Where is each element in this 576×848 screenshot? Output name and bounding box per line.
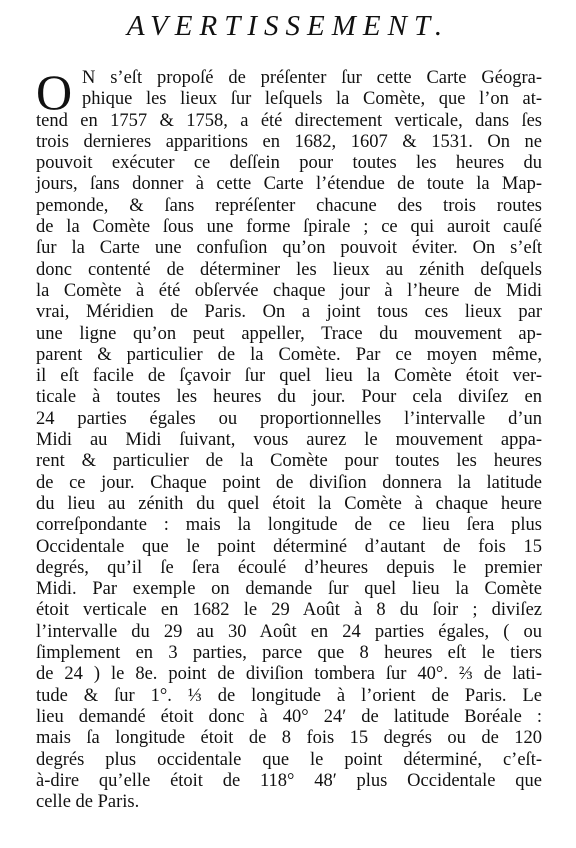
text-line: de ce jour. Chaque point de diviſion donnera la latitude	[36, 472, 542, 493]
text-line: parent & particulier de la Comète. Par ce moyen même,	[36, 344, 542, 365]
text-line: pemonde, & ſans repréſenter chacune des trois routes	[36, 195, 542, 216]
drop-cap: O	[36, 64, 73, 120]
text-line: il eſt facile de ſçavoir ſur quel lieu la Comète étoit ver-	[36, 366, 542, 387]
text-line: degrés plus occidentale que le point déterminé, c’eſt-	[36, 749, 542, 770]
text-line: Occidentale que le point déterminé d’autant de fois 15	[36, 536, 542, 557]
text-line: Midi au Midi ſuivant, vous aurez le mouvement appa-	[36, 430, 542, 451]
text-line: trois dernieres apparitions en 1682, 1607 & 1531. On ne	[36, 131, 542, 152]
text-line: celle de Paris.	[36, 792, 140, 813]
text-line: vrai, Méridien de Paris. On a joint tous ces lieux par	[36, 302, 542, 323]
text-line: tude & ſur 1°. ⅓ de longitude à l’orient de Paris. Le	[36, 685, 542, 706]
page-title: AVERTISSEMENT.	[126, 10, 450, 42]
text-line: de 24 ) le 8e. point de diviſion tombera ſur 40°. ⅔ de lati-	[36, 664, 542, 685]
text-line: rent & particulier de la Comète pour toutes les heures	[36, 451, 542, 472]
text-line: ſur la Carte une confuſion qu’on pouvoit éviter. On s’eſt	[36, 238, 542, 259]
text-line: ticale à toutes les heures du jour. Pour cela diviſez en	[36, 387, 542, 408]
text-line: correſpondante : mais la longitude de ce lieu ſera plus	[36, 515, 542, 536]
text-line: lieu demandé étoit donc à 40° 24′ de latitude Boréale :	[36, 706, 542, 727]
text-line: pouvoit exécuter ce deſſein pour toutes les heures du	[36, 153, 542, 174]
text-line: Midi. Par exemple on demande ſur quel lieu la Comète	[36, 579, 542, 600]
text-line: ſimplement en 3 parties, parce que 8 heures eſt le tiers	[36, 643, 542, 664]
body-text	[36, 64, 542, 813]
text-line: étoit verticale en 1682 le 29 Août à 8 du ſoir ; diviſez	[36, 600, 542, 621]
text-line: degrés, qu’il ſe ſera écoulé d’heures depuis le premier	[36, 557, 542, 578]
paragraph	[36, 64, 542, 813]
text-line: une ligne qu’on peut appeller, Trace du mouvement ap-	[36, 323, 542, 344]
text-line: phique les lieux ſur leſquels la Comète, que l’on at-	[82, 89, 542, 110]
text-line: du lieu au zénith du quel étoit la Comète à chaque heure	[36, 493, 542, 514]
text-line: la Comète à été obſervée chaque jour à l’heure de Midi	[36, 280, 542, 301]
text-line: N s’eſt propoſé de préſenter ſur cette Carte Géogra-	[82, 68, 542, 88]
text-line: jours, ſans donner à cette Carte l’étendue de toute la Map-	[36, 174, 542, 195]
text-line: mais ſa longitude étoit de 8 fois 15 degrés ou de 120	[36, 728, 542, 749]
text-line: à-dire qu’elle étoit de 118° 48′ plus Occidentale que	[36, 770, 542, 791]
text-line: l’intervalle du 29 au 30 Août en 24 parties égales, ( ou	[36, 621, 542, 642]
text-line: donc contenté de déterminer les lieux au zénith deſquels	[36, 259, 542, 280]
text-line: tend en 1757 & 1758, a été directement verticale, dans ſes	[36, 110, 542, 131]
text-line: 24 parties égales ou proportionnelles l’intervalle d’un	[36, 408, 542, 429]
text-line: de la Comète ſous une forme ſpirale ; ce qui auroit cauſé	[36, 217, 542, 238]
